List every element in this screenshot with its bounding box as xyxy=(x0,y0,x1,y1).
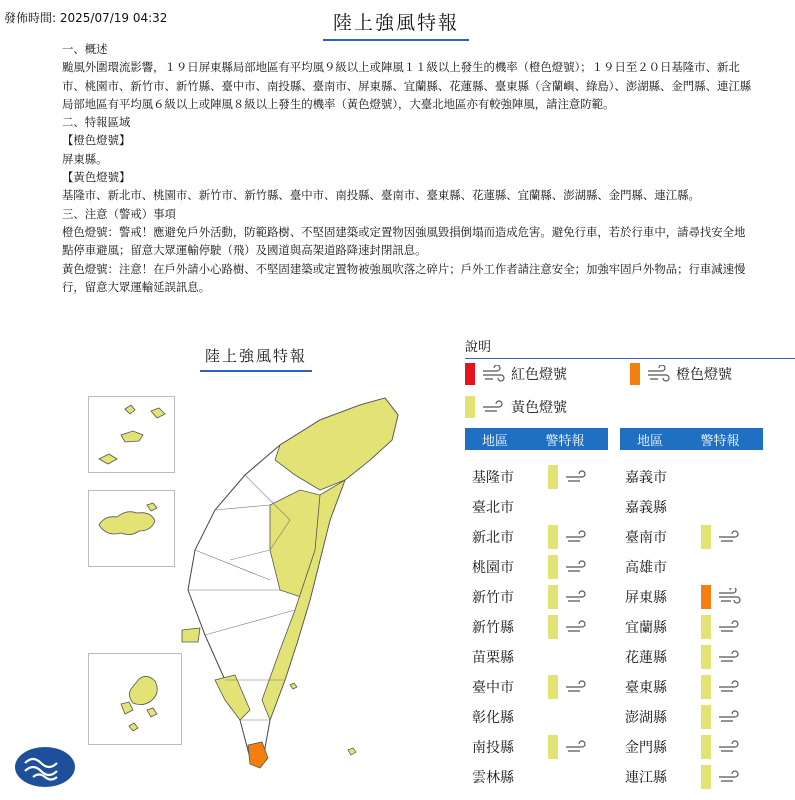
col-warning: 警特報 xyxy=(700,433,740,449)
col-region: 地區 xyxy=(636,433,663,449)
table-row xyxy=(472,702,548,732)
inset-penghu-shape xyxy=(89,654,181,744)
table-row xyxy=(472,582,590,612)
issue-time xyxy=(4,9,167,26)
issue-time-value: 2025/07/19 04:32 xyxy=(59,11,168,25)
warning-level-bar xyxy=(701,765,711,789)
table-row xyxy=(472,522,590,552)
table-row xyxy=(472,492,548,522)
orange-areas: 屏東縣。 xyxy=(62,151,108,166)
table-row xyxy=(472,732,590,762)
wind-icon xyxy=(717,708,743,726)
overview-text: 颱風外圍環流影響，１９日屏東縣局部地區有平均風９級以上或陣風１１級以上發生的機率（橙色燈號）；１９日至２０日基隆市、新北市、桃園市、新竹市、新竹縣、臺中市、南投縣、臺南市、屏東縣、宜蘭縣、花蓮縣、臺東縣（含蘭嶼、綠島）、澎湖縣、金門縣、連江縣局部地區有平均風６級以上或陣風８級以上發生的機率（黃色燈號），大臺北地區亦有較強陣風，請注意防範。 xyxy=(62,60,752,111)
inset-kinmen-matsu xyxy=(88,396,175,473)
region-name: 宜蘭縣 xyxy=(625,620,667,636)
table-row xyxy=(472,462,590,492)
legend-orange xyxy=(630,363,732,385)
region-name: 新竹縣 xyxy=(472,620,514,636)
wind-icon xyxy=(717,678,743,696)
table-row xyxy=(625,492,701,522)
wind-icon xyxy=(564,738,590,756)
wind-icon xyxy=(717,648,743,666)
region-name: 嘉義縣 xyxy=(625,500,667,516)
wind-icon xyxy=(564,678,590,696)
col-warning: 警特報 xyxy=(545,433,585,449)
green-island xyxy=(348,748,356,755)
table-row xyxy=(625,672,743,702)
orange-swatch xyxy=(630,363,640,385)
wind-icon xyxy=(717,768,743,786)
warning-level-bar xyxy=(548,675,558,699)
region-name: 雲林縣 xyxy=(472,770,514,786)
table-row xyxy=(472,762,548,792)
region-name: 臺中市 xyxy=(472,680,514,696)
region-name: 連江縣 xyxy=(625,770,667,786)
taichung-west-yellow xyxy=(182,628,200,642)
warning-level-bar xyxy=(548,615,558,639)
table-header-left xyxy=(465,428,608,450)
warning-level-bar xyxy=(701,525,711,549)
yellow-areas: 基隆市、新北市、桃園市、新竹市、新竹縣、臺中市、南投縣、臺南市、臺東縣、花蓮縣、宜蘭縣、澎湖縣、金門縣、連江縣。 xyxy=(62,188,700,203)
region-name: 嘉義市 xyxy=(625,470,667,486)
region-name: 新北市 xyxy=(472,530,514,546)
orange-note: 橙色燈號：警戒！應避免戶外活動，防範路樹、不堅固建築或定置物因強風毀損倒塌而造成危害。避免行車，若於行車中，請尋找安全地點停車避風；留意大眾運輸停駛（飛）及國道與高架道路降速封閉訊息。 xyxy=(62,224,746,258)
wind-icon xyxy=(717,738,743,756)
region-name: 臺東縣 xyxy=(625,680,667,696)
table-row xyxy=(625,522,743,552)
warning-level-bar xyxy=(548,555,558,579)
legend-red-label: 紅色燈號 xyxy=(511,367,567,383)
inset-islands-shapes xyxy=(89,397,174,472)
yellow-note: 黃色燈號：注意！在戶外請小心路樹、不堅固建築或定置物被強風吹落之碎片；戶外工作者請注意安全；加強牢固戶外物品；行車減速慢行，留意大眾運輸延誤訊息。 xyxy=(62,261,746,294)
warning-level-bar xyxy=(701,645,711,669)
wind-icon xyxy=(564,618,590,636)
inset-kinmen xyxy=(88,490,175,567)
table-row xyxy=(625,612,743,642)
notes-heading: 三、注意（警戒）事項 xyxy=(62,206,176,221)
region-name: 基隆市 xyxy=(472,470,514,486)
wind-icon xyxy=(717,588,743,606)
table-row xyxy=(472,672,590,702)
table-row xyxy=(625,762,743,792)
red-swatch xyxy=(465,363,475,385)
region-name: 新竹市 xyxy=(472,590,514,606)
wind-icon xyxy=(564,558,590,576)
table-row xyxy=(625,462,701,492)
legend-heading: 說明 xyxy=(465,336,795,359)
wind-icon xyxy=(481,398,507,416)
wind-icon xyxy=(717,618,743,636)
areas-heading: 二、特報區域 xyxy=(62,115,131,130)
region-name: 高雄市 xyxy=(625,560,667,576)
region-name: 南投縣 xyxy=(472,740,514,756)
warning-level-bar xyxy=(701,615,711,639)
legend-yellow-label: 黃色燈號 xyxy=(511,400,567,416)
legend-red xyxy=(465,363,567,385)
warning-level-bar xyxy=(548,525,558,549)
warning-level-bar xyxy=(701,735,711,759)
region-name: 屏東縣 xyxy=(625,590,667,606)
region-name: 臺南市 xyxy=(625,530,667,546)
map-title: 陸上強風特報 xyxy=(200,345,312,372)
table-row xyxy=(472,612,590,642)
warning-level-bar xyxy=(548,465,558,489)
yellow-swatch xyxy=(465,396,475,418)
col-region: 地區 xyxy=(481,433,508,449)
orange-label: 【橙色燈號】 xyxy=(62,133,131,148)
table-row xyxy=(625,702,743,732)
warning-level-bar xyxy=(701,705,711,729)
table-header-right xyxy=(620,428,763,450)
table-row xyxy=(625,552,701,582)
region-name: 彰化縣 xyxy=(472,710,514,726)
inset-kinmen-shape xyxy=(89,491,174,566)
table-row xyxy=(472,642,548,672)
lanyu-island xyxy=(290,683,297,689)
overview-heading: 一、概述 xyxy=(62,42,108,56)
bulletin-text xyxy=(62,40,752,296)
table-row xyxy=(625,732,743,762)
warning-level-bar xyxy=(548,735,558,759)
wind-icon xyxy=(481,365,507,383)
region-name: 臺北市 xyxy=(472,500,514,516)
wind-icon xyxy=(564,528,590,546)
warning-level-bar xyxy=(701,585,711,609)
inset-penghu xyxy=(88,653,182,745)
table-row xyxy=(472,552,590,582)
warning-level-bar xyxy=(548,585,558,609)
wind-icon xyxy=(564,588,590,606)
issue-time-label: 發佈時間: xyxy=(4,11,57,25)
legend-orange-label: 橙色燈號 xyxy=(676,367,732,383)
table-row xyxy=(625,582,743,612)
region-name: 桃園市 xyxy=(472,560,514,576)
page-title: 陸上強風特報 xyxy=(323,8,469,41)
region-name: 澎湖縣 xyxy=(625,710,667,726)
warning-level-bar xyxy=(701,675,711,699)
legend-yellow xyxy=(465,396,567,418)
wind-icon xyxy=(717,528,743,546)
region-name: 花蓮縣 xyxy=(625,650,667,666)
cwa-logo xyxy=(13,745,77,789)
wind-icon xyxy=(646,365,672,383)
region-name: 金門縣 xyxy=(625,740,667,756)
table-row xyxy=(625,642,743,672)
yellow-label: 【黃色燈號】 xyxy=(62,170,131,185)
wind-icon xyxy=(564,468,590,486)
region-name: 苗栗縣 xyxy=(472,650,514,666)
taiwan-map xyxy=(170,380,420,775)
